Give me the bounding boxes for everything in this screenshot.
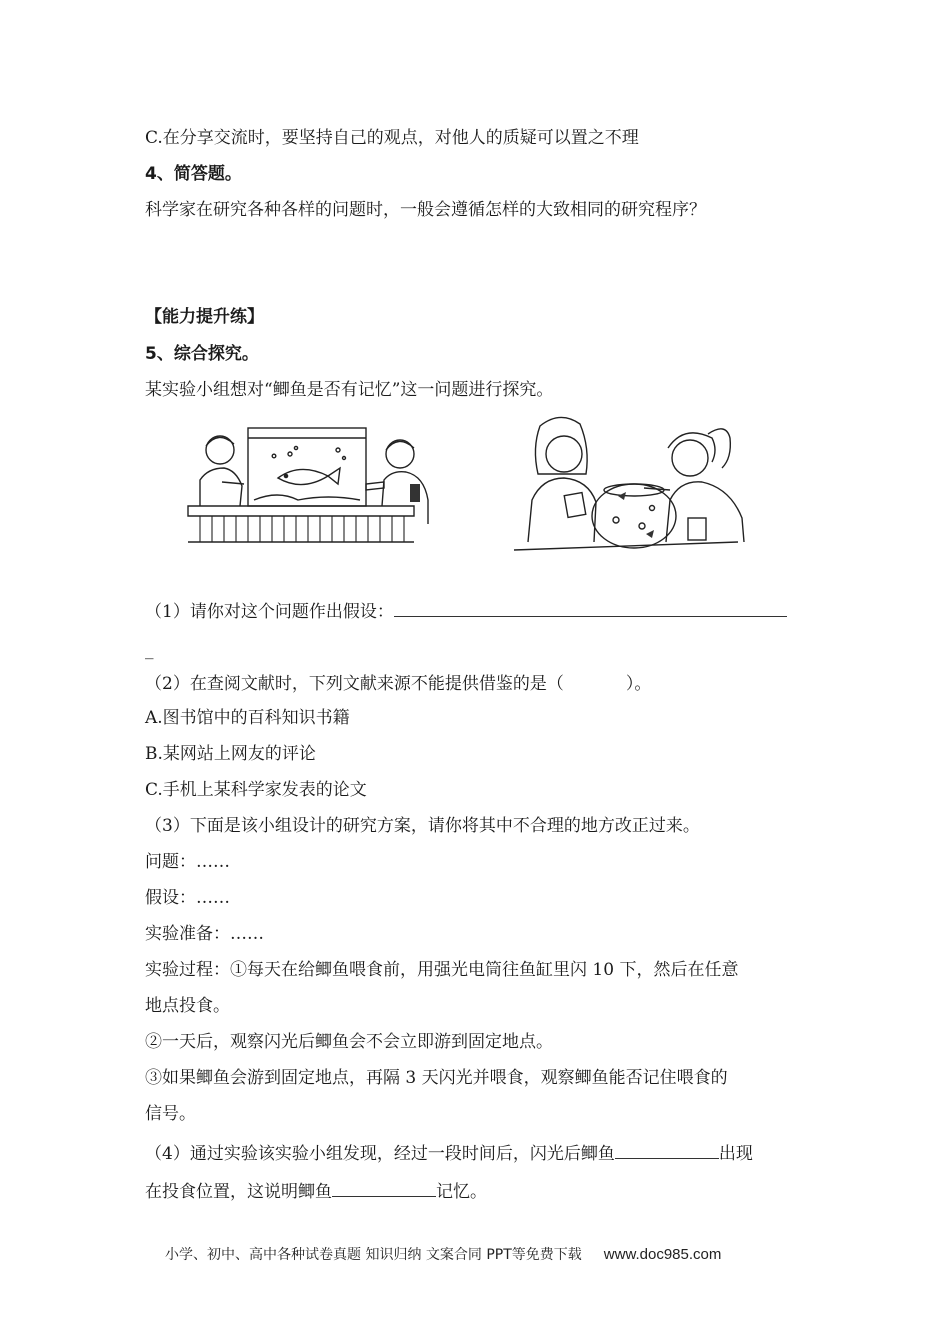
- section-title: 【能力提升练】: [145, 307, 264, 327]
- q5-part1-text: （1）请你对这个问题作出假设：: [145, 602, 394, 622]
- fish-bowl-illustration: [508, 408, 772, 556]
- fish-tank-illustration: [178, 420, 450, 548]
- q5-part1: [145, 598, 787, 624]
- q5-heading: 5、综合探究。: [145, 344, 259, 364]
- q5-part3: （3）下面是该小组设计的研究方案，请你将其中不合理的地方改正过来。: [145, 816, 700, 836]
- plan-hypothesis: 假设：……: [145, 888, 230, 908]
- page-footer: [165, 1244, 721, 1264]
- q4-question: 科学家在研究各种各样的问题时，一般会遵循怎样的大致相同的研究程序？: [145, 200, 706, 220]
- q5-option-a: A.图书馆中的百科知识书籍: [145, 708, 350, 728]
- plan-question: 问题：……: [145, 852, 230, 872]
- q5-part4-text-a: （4）通过实验该实验小组发现，经过一段时间后，闪光后鲫鱼: [145, 1144, 615, 1164]
- q4-heading: 4、简答题。: [145, 164, 242, 184]
- q5-part4-blank-2[interactable]: [332, 1178, 436, 1197]
- q5-part4-text-d: 记忆。: [436, 1182, 487, 1202]
- q5-option-c: C.手机上某科学家发表的论文: [145, 780, 367, 800]
- q5-part2: [145, 672, 651, 696]
- plan-step2: ②一天后，观察闪光后鲫鱼会不会立即游到固定地点。: [145, 1032, 553, 1052]
- q5-part1-tail: _: [145, 640, 154, 660]
- q5-part4-line2: [145, 1178, 487, 1204]
- plan-step3-line1: ③如果鲫鱼会游到固定地点，再隔 3 天闪光并喂食，观察鲫鱼能否记住喂食的: [145, 1068, 728, 1088]
- q5-part4-line1: [145, 1140, 753, 1166]
- q5-intro: 某实验小组想对“鲫鱼是否有记忆”这一问题进行探究。: [145, 380, 554, 400]
- q5-part4-blank-1[interactable]: [615, 1140, 719, 1159]
- q5-part4-text-c: 在投食位置，这说明鲫鱼: [145, 1182, 332, 1202]
- plan-step3-line2: 信号。: [145, 1104, 196, 1124]
- footer-site-link[interactable]: www.doc985.com: [603, 1246, 722, 1263]
- q3-option-c: C.在分享交流时，要坚持自己的观点，对他人的质疑可以置之不理: [145, 128, 639, 148]
- plan-step1-line2: 地点投食。: [145, 996, 230, 1016]
- footer-text: 小学、初中、高中各种试卷真题 知识归纳 文案合同 PPT等免费下载: [165, 1247, 582, 1263]
- q5-part2-text: （2）在查阅文献时，下列文献来源不能提供借鉴的是（: [145, 674, 564, 694]
- plan-preparation: 实验准备：……: [145, 924, 264, 944]
- q5-option-b: B.某网站上网友的评论: [145, 744, 316, 764]
- plan-step1-line1: 实验过程：①每天在给鲫鱼喂食前，用强光电筒往鱼缸里闪 10 下，然后在任意: [145, 960, 739, 980]
- q5-part2-close: ）。: [625, 674, 652, 694]
- hypothesis-answer-blank[interactable]: [394, 598, 787, 617]
- q5-part4-text-b: 出现: [718, 1144, 753, 1164]
